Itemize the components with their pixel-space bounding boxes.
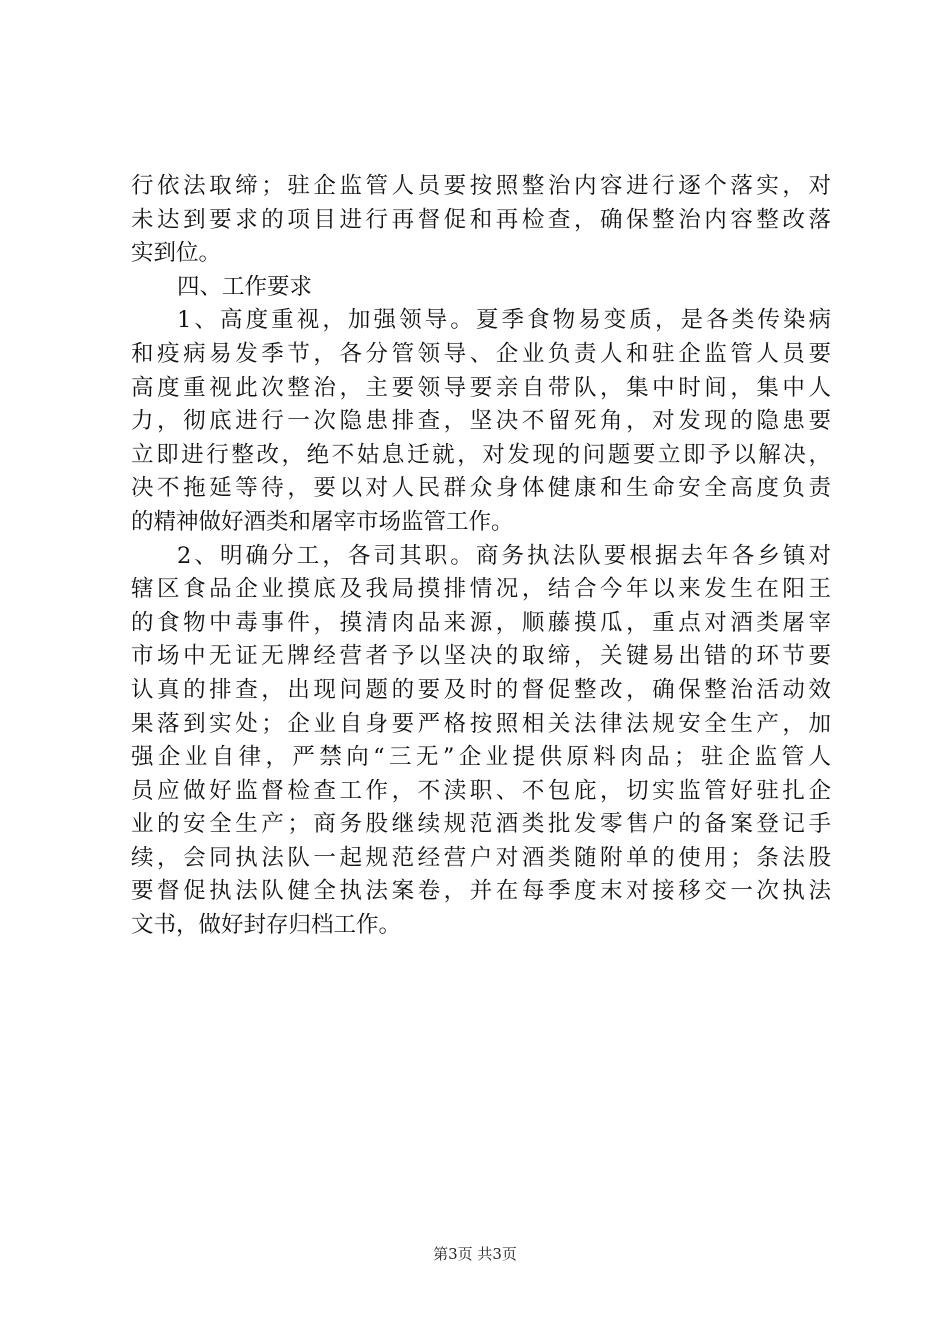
text-line: 员应做好监督检查工作，不渎职、不包庇，切实监管好驻扎企 <box>131 777 831 804</box>
text-line: 果落到实处；企业自身要严格按照相关法律法规安全生产，加 <box>131 710 831 737</box>
page-number-footer: 第3页 共3页 <box>433 1245 517 1263</box>
text-line: 实到位。 <box>131 240 222 267</box>
text-line: 四、工作要求 <box>177 273 313 300</box>
text-line: 续，会同执法队一起规范经营户对酒类随附单的使用；条法股 <box>131 844 831 871</box>
text-line: 认真的排查，出现问题的要及时的督促整改，确保整治活动效 <box>131 676 831 703</box>
text-line: 强企业自律，严禁向“三无”企业提供原料肉品；驻企监管人 <box>131 744 831 771</box>
text-line: 辖区食品企业摸底及我局摸排情况，结合今年以来发生在阳王 <box>131 576 831 603</box>
text-line: 未达到要求的项目进行再督促和再检查，确保整治内容整改落 <box>131 206 831 233</box>
document-body <box>131 170 831 943</box>
text-line: 和疫病易发季节，各分管领导、企业负责人和驻企监管人员要 <box>131 340 831 367</box>
text-line: 立即进行整改，绝不姑息迁就，对发现的问题要立即予以解决， <box>131 441 831 468</box>
text-line: 2、明确分工，各司其职。商务执法队要根据去年各乡镇对 <box>177 542 831 569</box>
text-line: 市场中无证无牌经营者予以坚决的取缔，关键易出错的环节要 <box>131 643 831 670</box>
text-line: 行依法取缔；驻企监管人员要按照整治内容进行逐个落实，对 <box>131 173 831 199</box>
text-line: 业的安全生产；商务股继续规范酒类批发零售户的备案登记手 <box>131 811 831 838</box>
text-line: 的食物中毒事件，摸清肉品来源，顺藤摸瓜，重点对酒类屠宰 <box>131 609 831 636</box>
text-line: 力，彻底进行一次隐患排查，坚决不留死角，对发现的隐患要 <box>131 408 831 435</box>
text-line: 的精神做好酒类和屠宰市场监管工作。 <box>131 508 514 535</box>
text-line: 要督促执法队健全执法案卷，并在每季度末对接移交一次执法 <box>131 878 831 905</box>
text-line: 高度重视此次整治，主要领导要亲自带队，集中时间，集中人 <box>131 374 831 401</box>
text-line: 1、高度重视，加强领导。夏季食物易变质，是各类传染病 <box>177 307 831 334</box>
text-line: 决不拖延等待，要以对人民群众身体健康和生命安全高度负责 <box>131 475 831 502</box>
text-line: 文书，做好封存归档工作。 <box>131 912 402 939</box>
